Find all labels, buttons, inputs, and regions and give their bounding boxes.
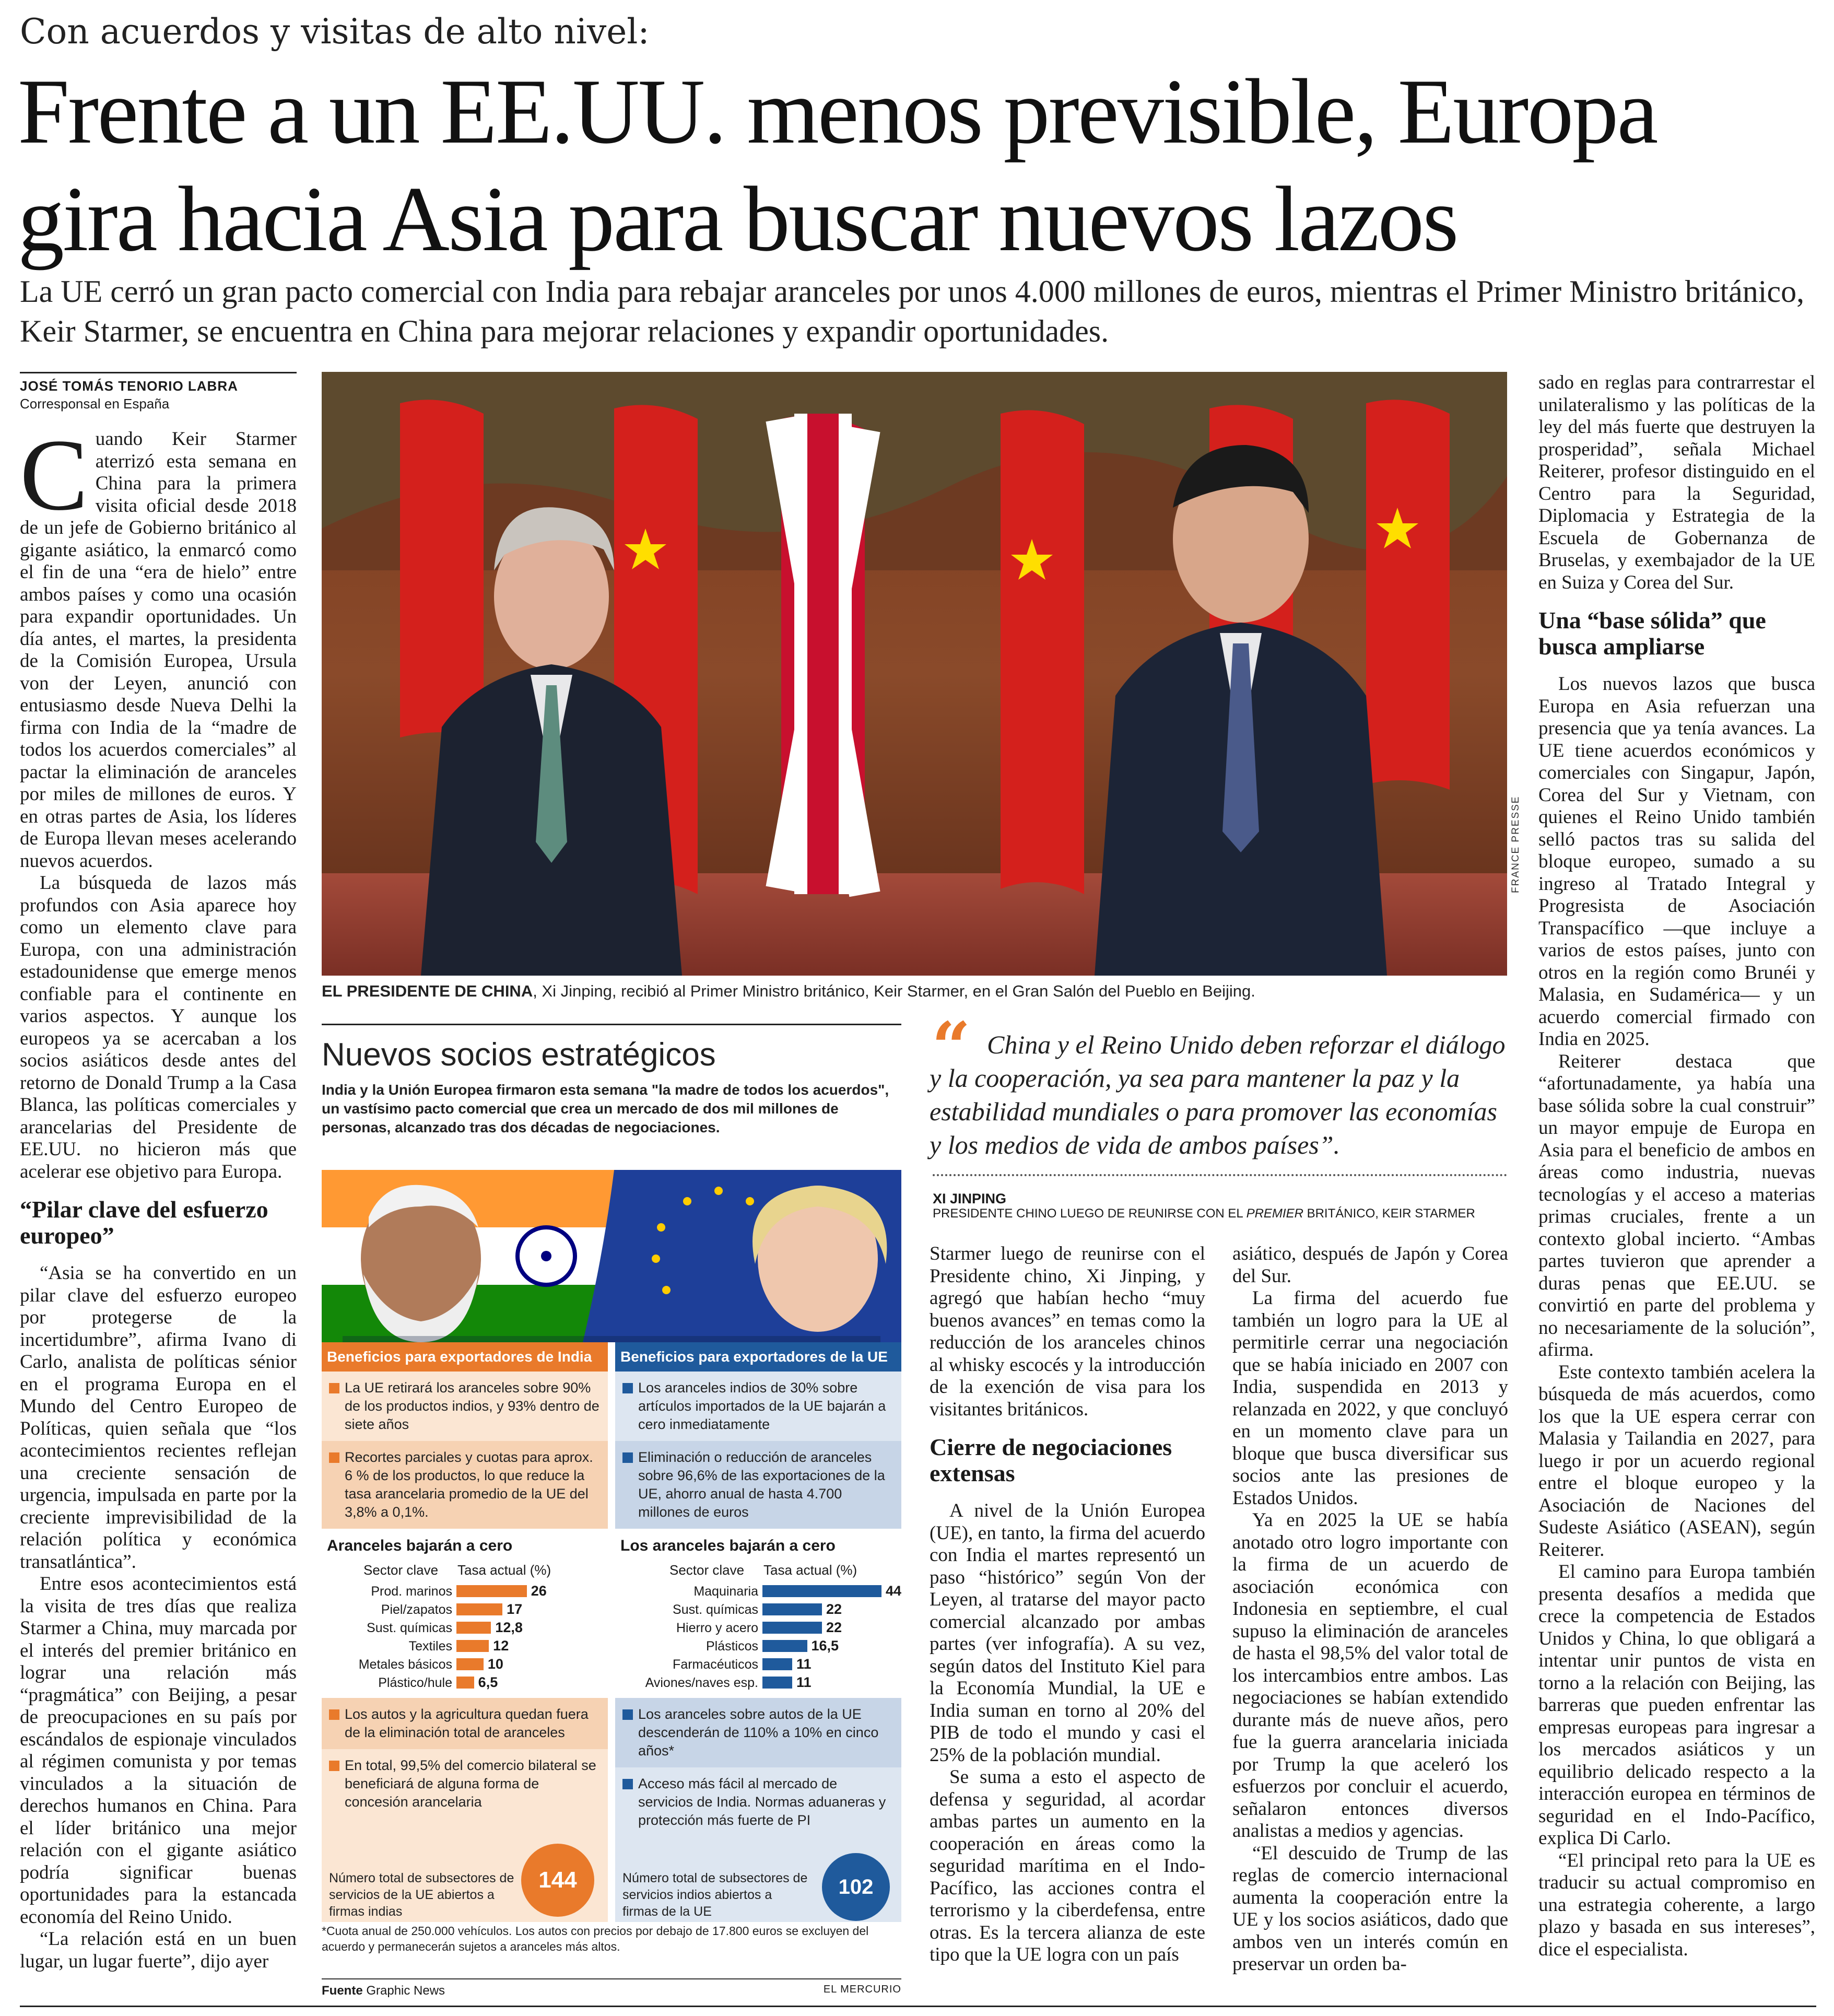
india-benefits-panel — [322, 1342, 608, 1922]
india-total-circle: 144 — [521, 1844, 594, 1917]
eu-bar-row — [615, 1582, 901, 1600]
col5-paragraph-3: Reiterer destaca que “afortunadamente, ya había una base sólida sobre la cual construir” un mayor empuje de Europa en Asia para el beneficio de ambos en áreas como industria, nuevas tecnologías y el acceso a materias primas cruciales, frente a un contexto global incierto. “Ambas partes tuvieron que aprender a duras penas que EE.UU. se convirtió en parte del problema y no necesariamente de la solución”, afirma. — [1538, 1050, 1815, 1361]
india-total-text: Número total de subsectores de servicios de la UE abiertos a firmas indias — [329, 1871, 514, 1919]
col1-paragraph-4: Entre esos acontecimientos está la visita de tres días que realiza Starmer a China, muy marcada por el interés del premier británico en lograr una relación más “pragmática” con Beijing, a pesar de preocupaciones en su país por escándalos de espionaje vinculados al régimen comunista y por temas vinculados a la situación de derechos humanos en China. Para el líder británico una mejor relación con el gigante asiático podría significar buenas oportunidades para la estancada economía del Reino Unido. — [20, 1573, 297, 1928]
byline-author: JOSÉ TOMÁS TENORIO LABRA — [20, 378, 238, 394]
column-3 — [930, 1243, 1205, 1966]
quote-role — [933, 1206, 1475, 1221]
col3-subhead: Cierre de negociaciones extensas — [930, 1434, 1172, 1486]
col1-paragraph-1: uando Keir Starmer aterrizó esta semana en China para la primera visita oficial desde 2018 de un jefe de Gobierno británico al gigante asiático, la enmarcó como el fin de una “era de hielo” entre ambos países y como una ocasión para expandir oportunidades. Un día antes, el martes, la presidenta de la Comisión Europea, Ursula von der Leyen, anunció con entusiasmo desde Nueva Delhi la firma con India de la “madre de todos los acuerdos comerciales” al pactar la eliminación de aranceles por miles de millones de euros. Y en otras partes de Asia, los líderes de Europa llevan meses acelerando nuevos acuerdos. — [20, 428, 297, 872]
dek: La UE cerró un gran pacto comercial con India para rebajar aranceles por unos 4.000 millones de euros, mientras el Primer Ministro británico, Keir Starmer, se encuentra en China para mejorar relaciones y expandir oportunidades. — [20, 274, 1805, 348]
eu-bar-label: Maquinaria — [693, 1584, 758, 1599]
col5-paragraph-4: Este contexto también acelera la búsqueda de más acuerdos, como los que la UE espera cerrar con Malasia y Tailandia en 2027, para luego ir por un acuerdo regional entre el bloque europeo y la Asociación de Naciones del Sudeste Asiático (ASEAN), según Reiterer. — [1538, 1361, 1815, 1561]
india-bar-value: 17 — [507, 1601, 523, 1617]
india-benefit-3: Los autos y la agricultura quedan fuera de la eliminación total de aranceles — [322, 1698, 608, 1749]
eu-bar-label: Plásticos — [706, 1639, 758, 1654]
col5-subhead: Una “base sólida” que busca ampliarse — [1538, 607, 1766, 660]
eu-bar — [762, 1640, 807, 1652]
india-bar-label: Prod. marinos — [371, 1584, 452, 1599]
india-benefit-2: Recortes parciales y cuotas para aprox. 6 % de los productos, lo que reduce la tasa arancelaria promedio de la UE del 3,8% a 0,1%. — [322, 1441, 608, 1529]
quote-mark-icon: “ — [932, 1007, 971, 1087]
india-bar-row — [322, 1619, 608, 1637]
india-bar-row — [322, 1582, 608, 1600]
col4-paragraph-4: “El descuido de Trump de las reglas de comercio internacional aumenta la cooperación entre la UE y los socios asiáticos, dado que ambos ven un interés común en preservar un orden ba- — [1232, 1842, 1508, 1975]
eu-sector-head: Sector clave — [669, 1562, 745, 1578]
caption-lead: EL PRESIDENTE DE CHINA — [322, 982, 533, 1000]
eu-total-text: Número total de subsectores de servicios indios abiertos a firmas de la UE — [622, 1871, 808, 1919]
eu-bar-value: 16,5 — [811, 1638, 839, 1654]
eu-bar-label: Aviones/naves esp. — [645, 1675, 758, 1690]
india-bar — [456, 1603, 502, 1615]
modi-von-der-leyen-image — [322, 1170, 901, 1342]
eu-benefits-panel — [615, 1342, 901, 1922]
eu-tariff-chart — [615, 1582, 901, 1698]
eu-rate-head: Tasa actual (%) — [763, 1562, 857, 1578]
india-bar-label: Textiles — [408, 1639, 452, 1654]
col4-paragraph-3: Ya en 2025 la UE se había anotado otro logro importante con la firma de un acuerdo de asociación económica con Indonesia en septiembre, el cual supuso la eliminación de aranceles de hasta el 98,5% del valor total de los intercambios entre ambos. Las negociaciones se habían extendido durante más de nueve años, pero fue la guerra arancelaria iniciada por Trump la que aceleró los esfuerzos por concluir el acuerdo, señalaron entonces diversos analistas a medios y agencias. — [1232, 1509, 1508, 1842]
eu-bar-label: Hierro y acero — [676, 1621, 758, 1635]
india-benefit-4: En total, 99,5% del comercio bilateral se beneficiará de alguna forma de concesión arancelaria — [322, 1749, 608, 1819]
photo-caption — [322, 982, 1507, 1001]
eu-bar-row — [615, 1673, 901, 1692]
eu-benefit-2: Eliminación o reducción de aranceles sobre 96,6% de las exportaciones de la UE, ahorro anual de hasta 4.700 millones de euros — [615, 1441, 901, 1529]
col1-paragraph-5: “La relación está en un buen lugar, un lugar fuerte”, dijo ayer — [20, 1928, 297, 1972]
info-description: India y la Unión Europea firmaron esta semana "la madre de todos los acuerdos", un vastísimo pacto comercial que crea un mercado de dos mil millones de personas, alcanzado tras dos décadas de negociaciones. — [322, 1082, 889, 1135]
source-name: Graphic News — [366, 1984, 445, 1998]
kicker: Con acuerdos y visitas de alto nivel: — [20, 11, 650, 52]
main-photo — [322, 372, 1507, 976]
india-tariff-chart — [322, 1582, 608, 1698]
info-title: Nuevos socios estratégicos — [322, 1037, 716, 1073]
india-bar-value: 12 — [493, 1638, 509, 1654]
col1-subhead: “Pilar clave del esfuerzo europeo” — [20, 1196, 268, 1249]
india-bar-label: Metales básicos — [358, 1657, 452, 1672]
column-4 — [1232, 1243, 1508, 1976]
info-footnote: *Cuota anual de 250.000 vehículos. Los autos con precios por debajo de 17.800 euros se excluyen del acuerdo y permanecerán sujetos a aranceles más altos. — [322, 1924, 869, 1953]
india-bar — [456, 1585, 527, 1597]
eu-bar-value: 22 — [826, 1601, 842, 1617]
india-bar-label: Plástico/hule — [378, 1675, 452, 1690]
info-footer — [322, 1978, 901, 1998]
india-bar-label: Sust. químicas — [367, 1621, 452, 1635]
india-bar-row — [322, 1673, 608, 1692]
eu-bar-row — [615, 1637, 901, 1655]
infographic — [322, 1024, 901, 2000]
india-sector-head: Sector clave — [363, 1562, 439, 1578]
india-panel-header: Beneficios para exportadores de India — [322, 1342, 608, 1372]
flags-portrait-image — [322, 1170, 901, 1342]
eu-chart-colheads — [615, 1558, 901, 1582]
quote-name: XI JINPING — [933, 1191, 1007, 1206]
india-bar-row — [322, 1655, 608, 1673]
india-bar-row — [322, 1637, 608, 1655]
eu-bar-value: 11 — [796, 1656, 812, 1672]
eu-bar — [762, 1585, 881, 1597]
eu-bar — [762, 1677, 792, 1689]
col3-paragraph-1: Starmer luego de reunirse con el Presidente chino, Xi Jinping, y agregó que habían hecho “muy buenos avances” en temas como la reducción de los aranceles chinos al whisky escocés y la introducción de la exención de visa para los visitantes británicos. — [930, 1243, 1205, 1420]
india-bar-row — [322, 1600, 608, 1619]
col5-paragraph-5: El camino para Europa también presenta desafíos a medida que crece la competencia de Estados Unidos y China, lo que obligará a intentar unir puntos de vista en torno a la relación con Beijing, las barreras que pueden enfrentar las empresas europeas para ingresar a los mercados asiáticos y un equilibrio delicado respecto a la interacción europea en términos de seguridad en el Indo-Pacífico, explica Di Carlo. — [1538, 1561, 1815, 1849]
india-bar — [456, 1677, 474, 1689]
headline: Frente a un EE.UU. menos previsible, Europa gira hacia Asia para buscar nuevos lazos — [18, 60, 1657, 271]
col4-paragraph-2: La firma del acuerdo fue también un logro para la UE al permitirle cerrar una negociación que se había iniciado en 2007 con India, suspendida en 2013 y relanzada en 2022, y que concluyó en un momento clave para un bloque que busca diversificar sus socios ante las presiones de Estados Unidos. — [1232, 1287, 1508, 1509]
india-bar-value: 26 — [531, 1583, 547, 1599]
starmer-xi-photo — [322, 372, 1507, 976]
india-chart-colheads — [322, 1558, 608, 1582]
eu-bar-value: 11 — [796, 1674, 812, 1690]
eu-bar — [762, 1603, 822, 1615]
quote-role-em: PREMIER — [1246, 1206, 1303, 1221]
eu-chart-title: Los aranceles bajarán a cero — [615, 1529, 901, 1558]
col3-paragraph-2: A nivel de la Unión Europea (UE), en tanto, la firma del acuerdo con India el martes representó un paso “histórico” según Von der Leyen, al tratarse del mayor pacto comercial alcanzado por ambas partes (ver infografía). A su vez, según datos del Instituto Kiel para la Economía Mundial, la UE e India suman en torno al 20% del PIB de todo el mundo y casi el 25% de la población mundial. — [930, 1500, 1205, 1766]
eu-panel-header: Beneficios para exportadores de la UE — [615, 1342, 901, 1372]
col1-paragraph-2: La búsqueda de lazos más profundos con Asia aparece hoy como un elemento clave para Europa, con una administración estadounidense que emerge menos confiable para el continente en varios aspectos. Y aunque los europeos ya se acercaban a los socios asiáticos desde antes del retorno de Donald Trump a la Casa Blanca, las políticas comerciales y arancelarias del Presidente de EE.UU. no hicieron más que acelerar ese objetivo para Europa. — [20, 872, 297, 1182]
india-rate-head: Tasa actual (%) — [457, 1562, 551, 1578]
col3-paragraph-3: Se suma a esto el aspecto de defensa y seguridad, al acordar ambas partes un aumento en la cooperación en áreas como la seguridad marítima en el Indo-Pacífico, las acciones contra el terrorismo y la ciberdefensa, entre otras. Es la tercera alianza de este tipo que la UE logra con un país — [930, 1766, 1205, 1965]
col1-paragraph-3: “Asia se ha convertido en un pilar clave del esfuerzo europeo por protegerse de la incertidumbre”, afirma Ivano di Carlo, analista de políticas sénior en el programa Europa en el Mundo del Centro Europeo de Políticas, quien señala que “los acontecimientos recientes reflejan una creciente sensación de urgencia, impulsada en parte por la creciente imprevisibilidad de la relación política y económica transatlántica”. — [20, 1262, 297, 1573]
dropcap: C — [20, 418, 88, 532]
eu-total-circle: 102 — [822, 1853, 890, 1921]
pull-quote — [930, 1028, 1508, 1162]
eu-bar — [762, 1622, 822, 1634]
india-benefit-1: La UE retirará los aranceles sobre 90% de los productos indios, y 93% dentro de siete años — [322, 1372, 608, 1441]
col5-paragraph-1: sado en reglas para contrarrestar el unilateralismo y las políticas de la ley del más fuerte que destruyen la prosperidad”, señala Michael Reiterer, profesor distinguido en el Centro para la Seguridad, Diplomacia y Estrategia de la Escuela de Gobernanza de Bruselas, y exembajador de la UE en Suiza y Corea del Sur. — [1538, 372, 1815, 593]
paper-name: EL MERCURIO — [823, 1984, 901, 1995]
bottom-rule — [20, 2006, 1816, 2007]
quote-role-a: PRESIDENTE CHINO LUEGO DE REUNIRSE CON EL — [933, 1206, 1247, 1221]
india-bar-value: 12,8 — [495, 1620, 523, 1635]
col5-paragraph-2: Los nuevos lazos que busca Europa en Asia refuerzan una presencia que ya tenía avances. La UE tiene acuerdos económicos y comerciales con Singapur, Japón, Corea del Sur y Vietnam, con quienes el Reino Unido también selló pactos tras su salida del bloque europeo, sumado a su ingreso al Tratado Integral y Progresista de Asociación Transpacífico —que incluye a varios de estos países, junto con otros en la región como Brunéi y Malasia, en Sudamérica— y un acuerdo comercial firmado con India en 2025. — [1538, 673, 1815, 1050]
eu-bar-label: Sust. químicas — [673, 1602, 758, 1617]
eu-bar-row — [615, 1619, 901, 1637]
caption-text: , Xi Jinping, recibió al Primer Ministro británico, Keir Starmer, en el Gran Salón del Pueblo en Beijing. — [533, 982, 1255, 1000]
source-label: Fuente — [322, 1984, 363, 1998]
column-1 — [20, 418, 297, 1973]
india-chart-title: Aranceles bajarán a cero — [322, 1529, 608, 1558]
quote-role-b: BRITÁNICO, KEIR STARMER — [1303, 1206, 1475, 1221]
column-5 — [1538, 372, 1815, 1961]
india-bar-value: 6,5 — [478, 1674, 498, 1690]
eu-benefit-3: Los aranceles sobre autos de la UE descenderán de 110% a 10% en cinco años* — [615, 1698, 901, 1767]
byline-role: Corresponsal en España — [20, 396, 170, 412]
byline-rule — [20, 372, 297, 373]
quote-rule — [933, 1174, 1507, 1176]
india-bar-value: 10 — [487, 1656, 503, 1672]
india-bar — [456, 1622, 491, 1634]
eu-benefit-1: Los aranceles indios de 30% sobre artículos importados de la UE bajarán a cero inmediatamente — [615, 1372, 901, 1441]
eu-bar-value: 44 — [886, 1583, 902, 1599]
india-bar-label: Piel/zapatos — [381, 1602, 452, 1617]
eu-bar — [762, 1658, 792, 1670]
col5-paragraph-6: “El principal reto para la UE es traducir su actual compromiso en una estrategia coherente, a largo plazo y basada en sus intereses”, dice el especialista. — [1538, 1849, 1815, 1960]
eu-bar-label: Farmacéuticos — [673, 1657, 758, 1672]
eu-benefit-4: Acceso más fácil al mercado de servicios de India. Normas aduaneras y protección más fuerte de PI — [615, 1767, 901, 1837]
eu-bar-row — [615, 1600, 901, 1619]
photo-credit: FRANCE PRESSE — [1510, 795, 1521, 893]
india-bar — [456, 1658, 484, 1670]
pull-quote-text: China y el Reino Unido deben reforzar el diálogo y la cooperación, ya sea para mantener la paz y la estabilidad mundiales o para promover las economías y los medios de vida de ambos países”. — [930, 1030, 1506, 1159]
india-bar — [456, 1640, 489, 1652]
col4-paragraph-1: asiático, después de Japón y Corea del Sur. — [1232, 1243, 1508, 1287]
eu-bar-row — [615, 1655, 901, 1673]
eu-bar-value: 22 — [826, 1620, 842, 1635]
